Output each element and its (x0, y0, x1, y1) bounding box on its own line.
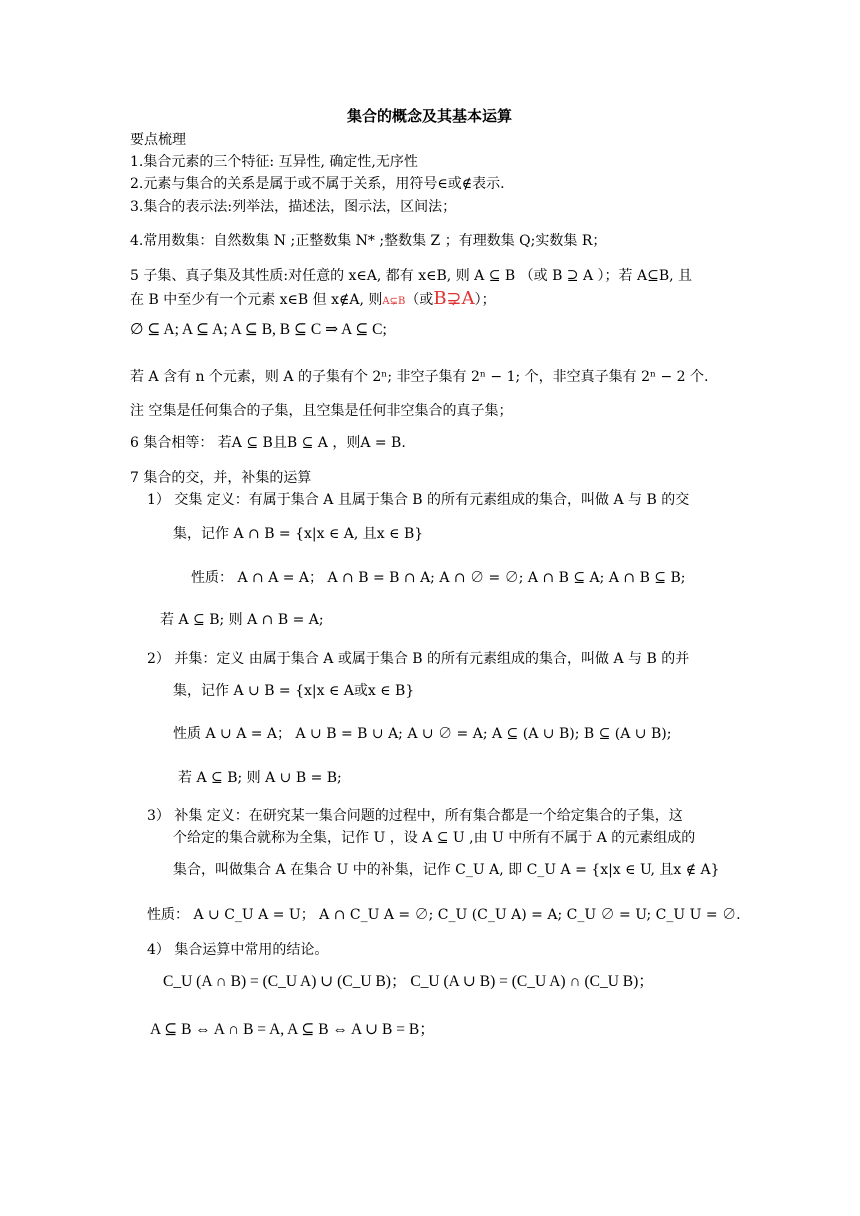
text-line-18: 若 A ⊆ B; 则 A ∪ B = B; (178, 770, 342, 786)
proper-subset-mark: A⊊B (382, 296, 406, 307)
text-line-15: 2） 并集：定义 由属于集合 A 或属于集合 B 的所有元素组成的集合，叫做 A 与 B 的并 (147, 651, 690, 667)
text-line-20: 个给定的集合就称为全集，记作 U ，设 A ⊆ U ,由 U 中所有不属于 A 的元素组成的 (173, 830, 696, 846)
text-segment: 在 B 中至少有一个元素 x∈B 但 x∉A, 则 (130, 292, 383, 308)
text-line-9: 6 集合相等： 若A ⊆ B且B ⊆ A ，则A = B. (130, 435, 406, 451)
text-line-4: 4.常用数集：自然数集 N ;正整数集 N* ;整数集 Z ；有理数集 Q;实数集 R； (130, 233, 607, 249)
text-line-3: 3.集合的表示法:列举法，描述法，图示法，区间法； (130, 199, 457, 215)
text-line-13: 性质： A ∩ A = A； A ∩ B = B ∩ A; A ∩ ∅ = ∅; A ∩ B ⊆ A; A ∩ B ⊆ B; (191, 570, 686, 586)
text-line-12: 集，记作 A ∩ B = {x|x ∈ A, 且x ∈ B} (173, 526, 424, 542)
text-line-10: 7 集合的交，并，补集的运算 (130, 470, 312, 486)
text-line-11: 1） 交集 定义：有属于集合 A 且属于集合 B 的所有元素组成的集合，叫做 A 与 B 的交 (147, 492, 690, 508)
formula-line-24: C_U (A ∩ B) = (C_U A) ∪ (C_U B)； C_U (A ∪ B) = (C_U A) ∩ (C_U B)； (163, 973, 654, 990)
proper-superset-mark: B⊋A (433, 288, 475, 309)
text-line-1: 1.集合元素的三个特征: 互异性, 确定性,无序性 (130, 154, 418, 170)
text-line-23: 4） 集合运算中常用的结论。 (147, 942, 329, 958)
page-title: 集合的概念及其基本运算 (347, 107, 513, 125)
text-line-8: 注 空集是任何集合的子集，且空集是任何非空集合的真子集； (130, 403, 513, 419)
text-segment: （或 (405, 292, 434, 308)
text-segment: ）； (474, 292, 496, 308)
text-line-22: 性质： A ∪ C_U A = U； A ∩ C_U A = ∅; C_U (C_U A) = A; C_U ∅ = U; C_U U = ∅. (147, 907, 741, 923)
text-line-2: 2.元素与集合的关系是属于或不属于关系，用符号∈或∉表示. (130, 176, 505, 192)
formula-line-6: ∅ ⊆ A; A ⊆ A; A ⊆ B, B ⊆ C ⇒ A ⊆ C; (130, 321, 387, 338)
text-line-17: 性质 A ∪ A = A； A ∪ B = B ∪ A; A ∪ ∅ = A; A ⊆ (A ∪ B); B ⊆ (A ∪ B); (173, 726, 672, 742)
text-line-5b (130, 289, 496, 312)
section-heading: 要点梳理 (130, 132, 186, 148)
text-line-19: 3） 补集 定义：在研究某一集合问题的过程中，所有集合都是一个给定集合的子集，这 (147, 808, 683, 824)
text-line-5a: 5 子集、真子集及其性质:对任意的 x∈A, 都有 x∈B, 则 A ⊆ B （或 B ⊇ A ）；若 A⊆B, 且 (130, 268, 693, 284)
text-line-16: 集，记作 A ∪ B = {x|x ∈ A或x ∈ B} (173, 683, 415, 699)
text-line-14: 若 A ⊆ B; 则 A ∩ B = A; (160, 612, 324, 628)
text-line-7: 若 A 含有 n 个元素，则 A 的子集有个 2ⁿ; 非空子集有 2ⁿ − 1; 个，非空真子集有 2ⁿ − 2 个. (130, 369, 709, 385)
text-line-21: 集合，叫做集合 A 在集合 U 中的补集，记作 C_U A, 即 C_U A = {x|x ∈ U, 且x ∉ A} (173, 862, 720, 878)
formula-line-25: A ⊆ B ⇔ A ∩ B = A, A ⊆ B ⇔ A ∪ B = B； (150, 1021, 435, 1038)
